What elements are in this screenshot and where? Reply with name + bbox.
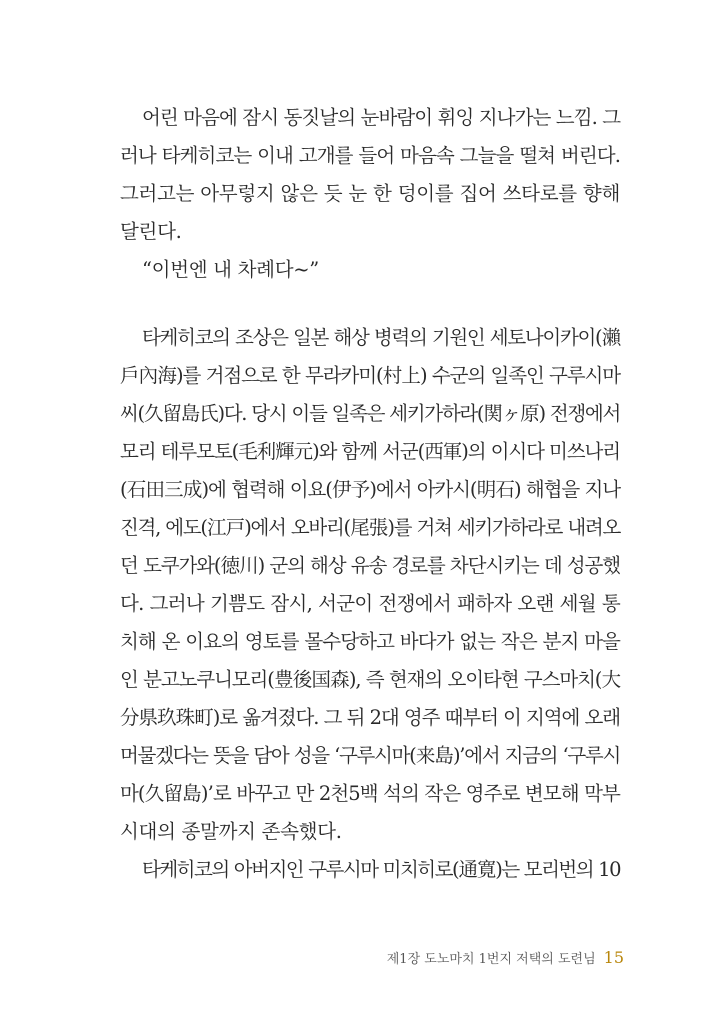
body-text-line: 타케히코의 조상은 일본 해상 병력의 기원인 세토나이카이(瀨 <box>142 326 620 349</box>
page-number: 15 <box>603 948 624 967</box>
body-text-line: (石田三成)에 협력해 이요(伊予)에서 아카시(明石) 해협을 지나 <box>120 478 620 501</box>
body-text-line: 시대의 종말까지 존속했다. <box>120 820 342 843</box>
body-text-line: 그러고는 아무렇지 않은 듯 눈 한 덩이를 집어 쓰타로를 향해 <box>120 182 620 205</box>
body-text-line: 어린 마음에 잠시 동짓날의 눈바람이 휘잉 지나가는 느낌. 그 <box>142 106 621 129</box>
body-text-line: 戶內海)를 거점으로 한 무라카미(村上) 수군의 일족인 구루시마 <box>120 364 620 387</box>
body-text-line: 마(久留島)’로 바꾸고 만 2천5백 석의 작은 영주로 변모해 막부 <box>120 782 620 805</box>
body-text-line: 치해 온 이요의 영토를 몰수당하고 바다가 없는 작은 분지 마을 <box>120 630 620 653</box>
body-text-line: 진격, 에도(江戸)에서 오바리(尾張)를 거쳐 세키가하라로 내려오 <box>120 516 620 539</box>
body-text-line: 러나 타케히코는 이내 고개를 들어 마음속 그늘을 떨쳐 버린다. <box>120 144 620 167</box>
body-text-line: 던 도쿠가와(徳川) 군의 해상 유송 경로를 차단시키는 데 성공했 <box>120 554 620 577</box>
body-text-line: 다. 그러나 기쁨도 잠시, 서군이 전쟁에서 패하자 오랜 세월 통 <box>120 592 620 615</box>
body-text-line: 씨(久留島氏)다. 당시 이들 일족은 세키가하라(関ヶ原) 전쟁에서 <box>120 402 620 425</box>
body-text-line: 分県玖珠町)로 옮겨졌다. 그 뒤 2대 영주 때부터 이 지역에 오래 <box>120 706 620 729</box>
page-footer <box>380 946 624 970</box>
body-text-line: 모리 테루모토(毛利輝元)와 함께 서군(西軍)의 이시다 미쓰나리 <box>120 440 620 463</box>
body-text-line: 인 분고노쿠니모리(豊後国森), 즉 현재의 오이타현 구스마치(大 <box>120 668 620 691</box>
running-head: 제1장 도노마치 1번지 저택의 도련님 <box>386 952 596 967</box>
body-text-line: 타케히코의 아버지인 구루시마 미치히로(通寛)는 모리번의 10 <box>142 858 620 881</box>
body-text-line: 달린다. <box>120 220 182 243</box>
dialogue-line: “이번엔 내 차례다~” <box>142 258 319 281</box>
body-text-line: 머물겠다는 뜻을 담아 성을 ‘구루시마(来島)’에서 지금의 ‘구루시 <box>120 744 620 767</box>
